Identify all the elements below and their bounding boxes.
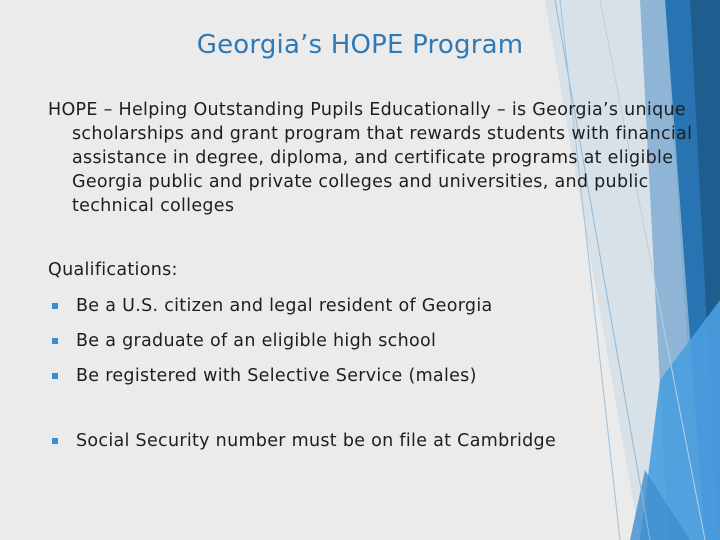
square-bullet-icon [52,303,58,309]
qualification-item [52,329,556,364]
qualification-text: Be a U.S. citizen and legal resident of Georgia [76,296,493,316]
qualifications-heading: Qualifications: [48,260,178,280]
qualification-text: Be a graduate of an eligible high school [76,331,437,351]
slide-title: Georgia’s HOPE Program [196,30,524,60]
qualification-item [52,364,556,399]
qualification-text: Social Security number must be on file at Cambridge [76,431,557,451]
qualification-item [52,429,556,464]
qualification-item [52,294,556,329]
qualifications-list [52,294,556,464]
qualification-text: Be registered with Selective Service (males) [76,366,477,386]
square-bullet-icon [52,338,58,344]
square-bullet-icon [52,438,58,444]
intro-paragraph: HOPE – Helping Outstanding Pupils Educationally – is Georgia’s unique scholarships and grant program that rewards students with financial assistance in degree, diploma, and certificate programs at eligible Georgia public and private colleges and universities, and public technical colleges [48,100,693,216]
square-bullet-icon [52,373,58,379]
